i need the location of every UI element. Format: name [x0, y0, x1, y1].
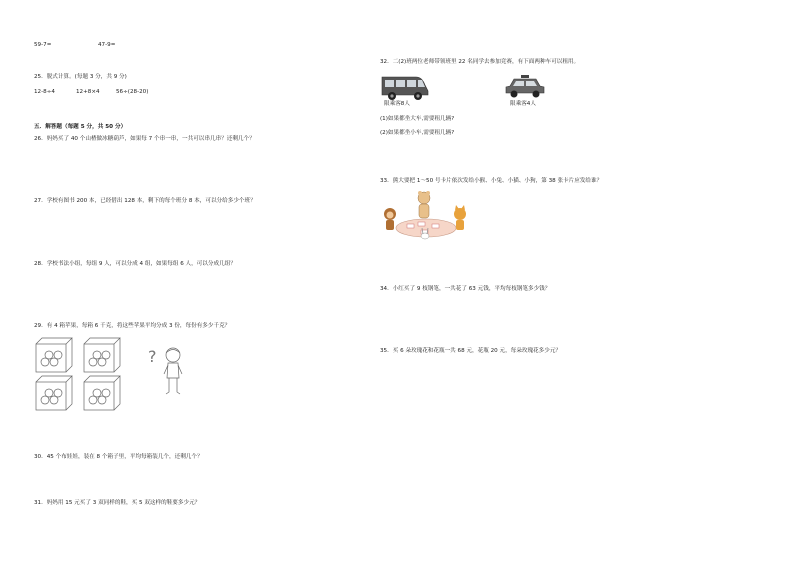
- expr-12-8-4: 12-8÷4: [34, 89, 55, 95]
- section-5-heading: 五．解答题（每题 5 分，共 50 分）: [34, 124, 127, 130]
- question-30: 30．45 个布娃娃，装在 8 个箱子里，平均每箱装几个，还剩几个？: [34, 454, 203, 460]
- expr-56-div: 56÷(28-20): [116, 89, 149, 95]
- apple-box: [36, 376, 72, 410]
- question-34: 34．小红买了 9 枝钢笔，一共花了 63 元钱，平均每枝钢笔多少钱？: [380, 286, 551, 292]
- question-27: 27．学校有图书 200 本，已经借出 128 本，剩下的每个班分 8 本，可以分给多少个班？: [34, 198, 256, 204]
- monkey-icon: [384, 208, 396, 230]
- question-29: 29．有 4 箱苹果，每箱 6 千克，将这些苹果平均分成 3 份，每份有多少千克？: [34, 323, 231, 329]
- question-mark-icon: ?: [148, 347, 157, 366]
- boy-figure: [160, 346, 186, 398]
- apple-boxes-figure: [34, 336, 126, 412]
- question-25: 25．脱式计算。(每题 3 分，共 9 分): [34, 74, 127, 80]
- question-33: 33．熊大要把 1～50 号卡片依次发给小猴、小兔、小猫、小狗，第 38 张卡片应发给谁？: [380, 178, 603, 184]
- bear-cards-figure: [380, 190, 472, 240]
- question-32: 32．二(2)班两位老师带领班里 22 名同学去参加竞赛，有下面两种车可以租用。: [380, 59, 580, 65]
- taxi-icon: [504, 73, 546, 99]
- question-32-part-1: (1)如果都坐大车,需要租几辆?: [380, 116, 455, 122]
- question-35: 35．买 6 朵玫瑰花和花瓶一共 68 元，花瓶 20 元，每朵玫瑰花多少元？: [380, 348, 562, 354]
- taxi-capacity-label: 限乘客4人: [510, 101, 536, 107]
- expr-59-7: 59-7=: [34, 42, 52, 48]
- apple-box: [36, 338, 72, 372]
- question-26: 26．妈妈买了 40 个山楂做冰糖葫芦，如果每 7 个串一串，一共可以串几串？还剩几个？: [34, 136, 255, 142]
- expr-47-9: 47-9=: [98, 42, 116, 48]
- apple-box: [84, 376, 120, 410]
- question-31: 31．妈妈用 15 元买了 3 双同样的鞋，买 5 双这样的鞋要多少元？: [34, 500, 201, 506]
- question-28: 28．学校书法小组，每组 9 人，可以分成 4 组，如果每组 6 人，可以分成几组？: [34, 261, 236, 267]
- van-icon: [380, 73, 430, 101]
- van-capacity-label: 限乘客8人: [384, 101, 410, 107]
- expr-12-8x4: 12+8×4: [76, 89, 100, 95]
- bear-icon: [418, 191, 430, 218]
- question-32-part-2: (2)如果都坐小车,需要租几辆?: [380, 130, 455, 136]
- apple-box: [84, 338, 120, 372]
